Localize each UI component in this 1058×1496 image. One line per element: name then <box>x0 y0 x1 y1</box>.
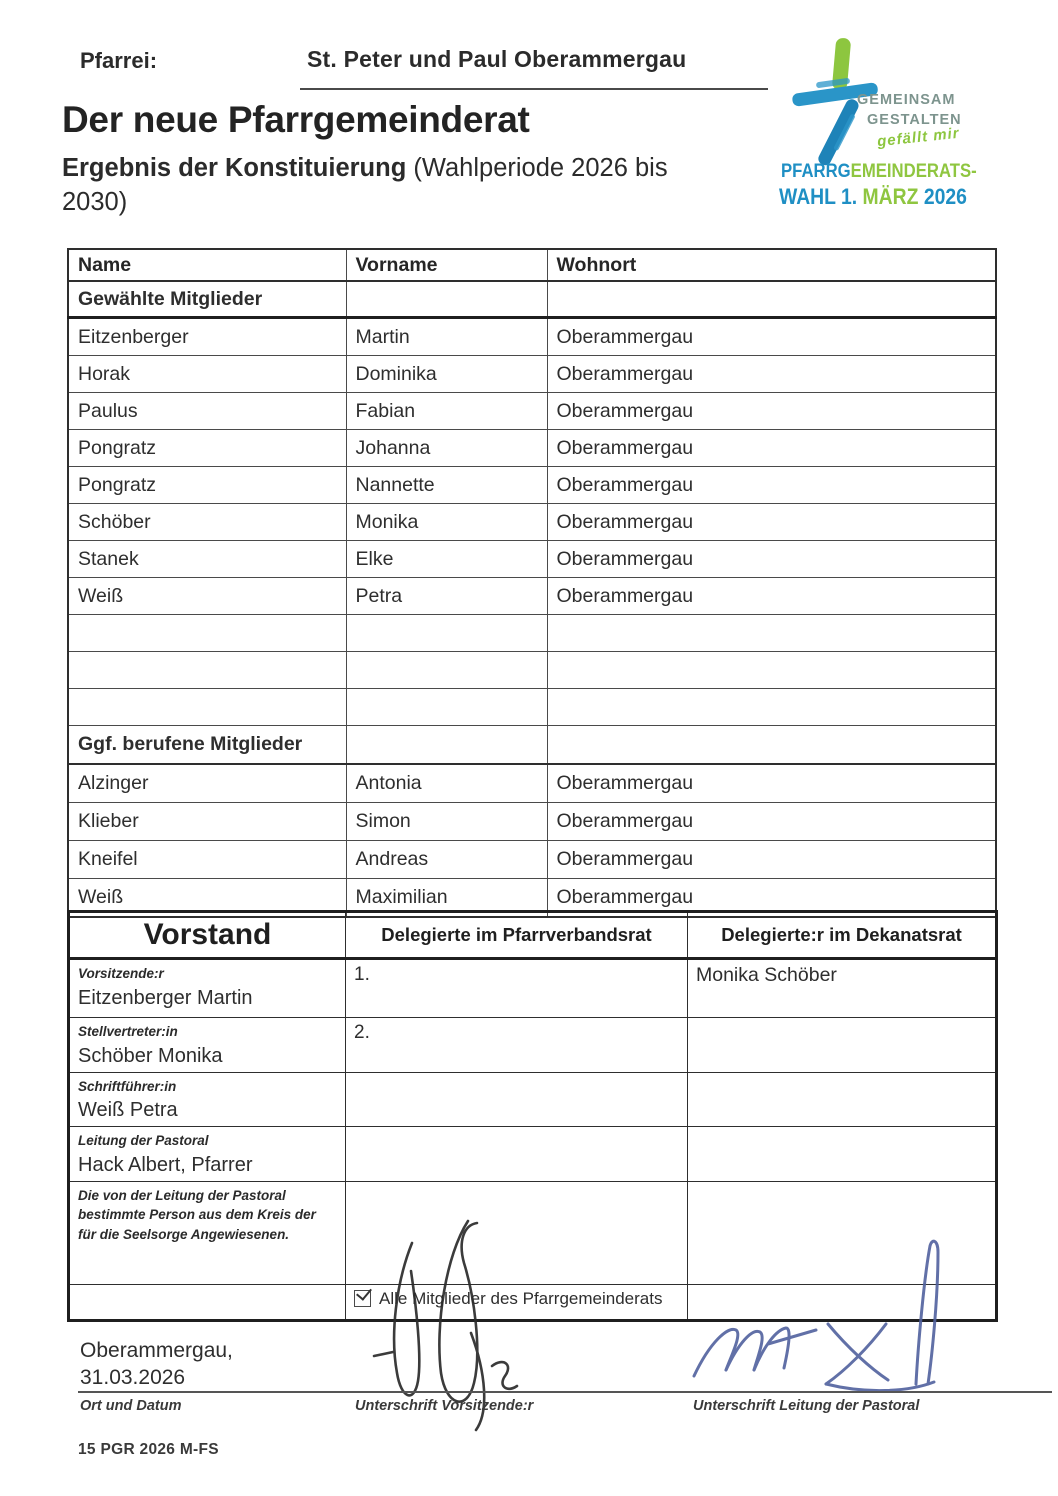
role-person: Weiß Petra <box>78 1099 178 1122</box>
cell-wohnort: Oberammergau <box>547 879 996 918</box>
board-header-delegates: Delegierte im Pfarrverbandsrat <box>346 912 688 959</box>
delegate-number: 1. <box>354 964 370 985</box>
cell-name: Kneifel <box>68 841 346 879</box>
label-place-date: Ort und Datum <box>80 1398 182 1414</box>
board-row-pastoral-lead <box>69 1127 997 1182</box>
dekanat-delegate: Monika Schöber <box>696 964 837 986</box>
cell-name: Pongratz <box>68 467 346 504</box>
cell-vorname: Johanna <box>346 430 547 467</box>
role-label: Schriftführer:in <box>78 1078 177 1094</box>
cell-name: Klieber <box>68 803 346 841</box>
col-header-name: Name <box>68 249 346 281</box>
cell-name: Eitzenberger <box>68 318 346 356</box>
logo-script-text: gefällt mir <box>876 124 961 151</box>
campaign-logo <box>778 36 1040 228</box>
section-label-appointed: Ggf. berufene Mitglieder <box>68 726 346 765</box>
signature-line <box>78 1391 1052 1393</box>
board-header-vorstand: Vorstand <box>69 912 346 959</box>
table-row <box>68 541 996 578</box>
logo-text-line1: GEMEINSAM <box>857 92 956 108</box>
delegate-number: 2. <box>354 1022 370 1043</box>
table-row <box>68 393 996 430</box>
board-header-dekanat: Delegierte:r im Dekanatsrat <box>688 912 997 959</box>
empty-row <box>68 689 996 726</box>
cell-wohnort: Oberammergau <box>547 467 996 504</box>
members-header-row <box>68 249 996 281</box>
place-text: Oberammergau, <box>80 1339 233 1362</box>
cell-name: Stanek <box>68 541 346 578</box>
parish-name-underline <box>300 88 768 90</box>
table-row <box>68 578 996 615</box>
cell-vorname: Martin <box>346 318 547 356</box>
table-row <box>68 356 996 393</box>
section-row-appointed <box>68 726 996 765</box>
cell-vorname: Dominika <box>346 356 547 393</box>
page-title: Der neue Pfarrgemeinderat <box>62 99 530 140</box>
cell-wohnort: Oberammergau <box>547 393 996 430</box>
role-label: Leitung der Pastoral <box>78 1133 209 1149</box>
cell-name: Weiß <box>68 879 346 918</box>
cell-wohnort: Oberammergau <box>547 764 996 803</box>
board-row-secretary <box>69 1072 997 1127</box>
cell-vorname: Nannette <box>346 467 547 504</box>
campaign-line1: PFARRGEMEINDERATS- <box>781 161 977 182</box>
cell-vorname: Elke <box>346 541 547 578</box>
date-text: 31.03.2026 <box>80 1366 186 1389</box>
checkbox-label: Alle Mitglieder des Pfarrgemeinderats <box>379 1288 663 1308</box>
cell-wohnort: Oberammergau <box>547 318 996 356</box>
table-row <box>68 841 996 879</box>
cell-name: Alzinger <box>68 764 346 803</box>
section-label-elected: Gewählte Mitglieder <box>68 281 346 318</box>
cell-wohnort: Oberammergau <box>547 803 996 841</box>
cell-vorname: Simon <box>346 803 547 841</box>
col-header-vorname: Vorname <box>346 249 547 281</box>
table-row <box>68 764 996 803</box>
all-members-checkbox[interactable] <box>354 1290 371 1307</box>
table-row <box>68 430 996 467</box>
cell-wohnort: Oberammergau <box>547 504 996 541</box>
cell-name: Pongratz <box>68 430 346 467</box>
cell-wohnort: Oberammergau <box>547 430 996 467</box>
members-table <box>67 248 997 918</box>
board-row-deputy <box>69 1018 997 1073</box>
label-signature-chair: Unterschrift Vorsitzende:r <box>355 1398 534 1414</box>
empty-row <box>68 615 996 652</box>
table-row <box>68 318 996 356</box>
role-label: Stellvertreter:in <box>78 1024 178 1039</box>
cell-vorname: Monika <box>346 504 547 541</box>
board-table <box>67 910 998 1322</box>
board-row-chair <box>69 959 997 1018</box>
label-signature-pastoral: Unterschrift Leitung der Pastoral <box>693 1398 920 1414</box>
cell-vorname: Andreas <box>346 841 547 879</box>
cell-vorname: Maximilian <box>346 879 547 918</box>
table-row <box>68 504 996 541</box>
cell-wohnort: Oberammergau <box>547 356 996 393</box>
table-row <box>68 803 996 841</box>
role-person: Schöber Monika <box>78 1044 223 1067</box>
cell-name: Paulus <box>68 393 346 430</box>
page-subtitle: Ergebnis der Konstituierung (Wahlperiode 2026 bis 2030) <box>62 154 668 217</box>
empty-row <box>68 652 996 689</box>
board-row-designated-person <box>69 1181 997 1284</box>
cell-name: Schöber <box>68 504 346 541</box>
cell-wohnort: Oberammergau <box>547 541 996 578</box>
cell-vorname: Antonia <box>346 764 547 803</box>
col-header-wohnort: Wohnort <box>547 249 996 281</box>
role-person: Eitzenberger Martin <box>78 986 253 1009</box>
logo-text-line2: GESTALTEN <box>867 112 962 128</box>
cell-name: Weiß <box>68 578 346 615</box>
cell-name: Horak <box>68 356 346 393</box>
cell-vorname: Fabian <box>346 393 547 430</box>
campaign-line2: WAHL 1. MÄRZ 2026 <box>779 184 967 209</box>
cell-wohnort: Oberammergau <box>547 841 996 879</box>
cell-vorname: Petra <box>346 578 547 615</box>
board-row-checkbox <box>69 1284 997 1320</box>
role-person: Hack Albert, Pfarrer <box>78 1153 253 1176</box>
table-row <box>68 467 996 504</box>
role-label: Die von der Leitung der Pastoral bestimmte Person aus dem Kreis der für die Seelsorge Angewiesenen. <box>78 1187 316 1242</box>
board-header-row <box>69 912 997 959</box>
section-row-elected <box>68 281 996 318</box>
parish-name: St. Peter und Paul Oberammergau <box>307 46 687 72</box>
form-code: 15 PGR 2026 M-FS <box>78 1441 219 1458</box>
cell-wohnort: Oberammergau <box>547 578 996 615</box>
pfarrei-label: Pfarrei: <box>80 48 158 73</box>
role-label: Vorsitzende:r <box>78 966 164 981</box>
